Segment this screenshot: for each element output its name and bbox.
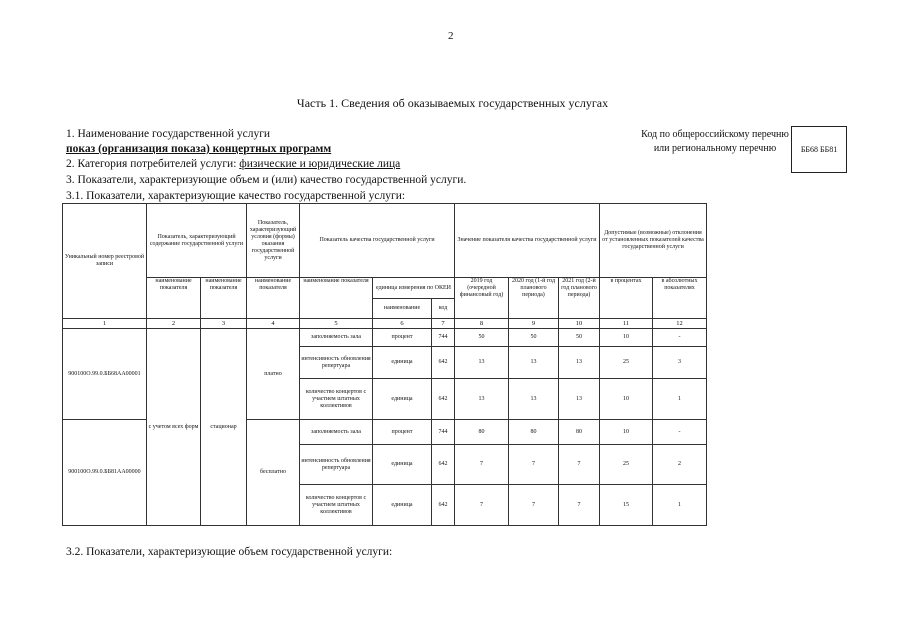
col-number: 6 bbox=[373, 319, 432, 329]
value-2021: 80 bbox=[559, 420, 600, 445]
value-2020: 50 bbox=[509, 329, 559, 347]
col-number: 11 bbox=[600, 319, 653, 329]
indicator-name: интенсивность обновления репертуара bbox=[300, 445, 373, 485]
col-number: 7 bbox=[432, 319, 455, 329]
condition-value: платно bbox=[247, 329, 300, 420]
value-2019: 80 bbox=[455, 420, 509, 445]
unit-code: 744 bbox=[432, 329, 455, 347]
value-2019: 7 bbox=[455, 485, 509, 526]
value-2019: 7 bbox=[455, 445, 509, 485]
consumer-category bbox=[66, 158, 400, 170]
registry-number: 900100О.99.0.ББ68АА00001 bbox=[63, 329, 147, 420]
part-title: Часть 1. Сведения об оказываемых государственных услугах bbox=[296, 96, 609, 110]
col-number: 3 bbox=[201, 319, 247, 329]
page-number: 2 bbox=[448, 30, 454, 42]
indicator-name: заполняемость зала bbox=[300, 329, 373, 347]
col-number: 10 bbox=[559, 319, 600, 329]
indicator-name: заполняемость зала bbox=[300, 420, 373, 445]
unit-name: единица bbox=[373, 445, 432, 485]
registry-number: 900100О.99.0.ББ81АА00000 bbox=[63, 420, 147, 526]
header-year-2021: 2021 год (2-й год планового периода) bbox=[559, 278, 600, 319]
deviation-percent: 10 bbox=[600, 420, 653, 445]
code-box: ББ68 ББ81 bbox=[791, 126, 847, 173]
deviation-absolute: 3 bbox=[653, 347, 707, 379]
value-2021: 50 bbox=[559, 329, 600, 347]
table-row bbox=[63, 329, 707, 347]
header-name-3: наименование показателя bbox=[247, 278, 300, 319]
col-number: 9 bbox=[509, 319, 559, 329]
unit-code: 642 bbox=[432, 347, 455, 379]
unit-code: 642 bbox=[432, 379, 455, 420]
deviation-absolute: 1 bbox=[653, 379, 707, 420]
unit-name: единица bbox=[373, 485, 432, 526]
unit-name: процент bbox=[373, 329, 432, 347]
col-number: 2 bbox=[147, 319, 201, 329]
value-2020: 13 bbox=[509, 379, 559, 420]
indicator-name: интенсивность обновления репертуара bbox=[300, 347, 373, 379]
deviation-percent: 10 bbox=[600, 379, 653, 420]
header-name-1: наименование показателя bbox=[147, 278, 201, 319]
deviation-absolute: - bbox=[653, 420, 707, 445]
header-absolute: в абсолютных показателях bbox=[653, 278, 707, 319]
service-name: показ (организация показа) концертных программ bbox=[66, 143, 332, 155]
header-quality-name: наименование показателя bbox=[300, 278, 373, 319]
col-number: 4 bbox=[247, 319, 300, 329]
deviation-percent: 25 bbox=[600, 445, 653, 485]
unit-name: процент bbox=[373, 420, 432, 445]
indicator-name: количество концертов с участием штатных коллективов bbox=[300, 379, 373, 420]
consumer-category-value: физические и юридические лица bbox=[239, 158, 401, 170]
value-2021: 13 bbox=[559, 347, 600, 379]
quality-table bbox=[62, 203, 707, 526]
deviation-percent: 15 bbox=[600, 485, 653, 526]
value-2021: 7 bbox=[559, 485, 600, 526]
deviation-absolute: - bbox=[653, 329, 707, 347]
indicator-name: количество концертов с участием штатных коллективов bbox=[300, 485, 373, 526]
header-percent: в процентах bbox=[600, 278, 653, 319]
value-2020: 80 bbox=[509, 420, 559, 445]
value-2020: 7 bbox=[509, 485, 559, 526]
deviation-absolute: 1 bbox=[653, 485, 707, 526]
unit-code: 642 bbox=[432, 445, 455, 485]
value-2019: 13 bbox=[455, 379, 509, 420]
value-2021: 7 bbox=[559, 445, 600, 485]
header-content: Показатель, характеризующий содержание государственной услуги bbox=[147, 204, 247, 278]
quality-indicators-heading: 3.1. Показатели, характеризующие качество государственной услуги: bbox=[66, 190, 406, 202]
header-year-2019: 2019 год (очередной финансовый год) bbox=[455, 278, 509, 319]
code-label: Код по общероссийскому перечню или региональному перечню bbox=[641, 129, 789, 154]
col-number: 1 bbox=[63, 319, 147, 329]
header-unique-number: Уникальный номер реестровой записи bbox=[63, 204, 147, 319]
value-2019: 50 bbox=[455, 329, 509, 347]
header-deviation: Допустимые (возможные) отклонения от установленных показателей качества государственной услуги bbox=[600, 204, 707, 278]
header-unit-name: наименование bbox=[373, 299, 432, 319]
value-2019: 13 bbox=[455, 347, 509, 379]
unit-code: 744 bbox=[432, 420, 455, 445]
value-2020: 13 bbox=[509, 347, 559, 379]
header-unit: единица измерения по ОКЕИ bbox=[373, 278, 455, 299]
col-number: 12 bbox=[653, 319, 707, 329]
value-2020: 7 bbox=[509, 445, 559, 485]
service-name-label: 1. Наименование государственной услуги bbox=[66, 128, 271, 140]
deviation-absolute: 2 bbox=[653, 445, 707, 485]
header-conditions: Показатель, характеризующий условия (формы) оказания государственной услуги bbox=[247, 204, 300, 278]
col-number: 8 bbox=[455, 319, 509, 329]
col-number: 5 bbox=[300, 319, 373, 329]
indicators-heading: 3. Показатели, характеризующие объем и (или) качество государственной услуги. bbox=[66, 174, 467, 186]
deviation-percent: 10 bbox=[600, 329, 653, 347]
header-name-2: наименование показателя bbox=[201, 278, 247, 319]
condition-value: бесплатно bbox=[247, 420, 300, 526]
header-value: Значение показателя качества государственной услуги bbox=[455, 204, 600, 278]
consumer-category-label: 2. Категория потребителей услуги: bbox=[66, 158, 240, 170]
header-unit-code: код bbox=[432, 299, 455, 319]
content2-value: стационар bbox=[201, 329, 247, 526]
value-2021: 13 bbox=[559, 379, 600, 420]
content-value: с учетом всех форм bbox=[147, 329, 201, 526]
header-quality: Показатель качества государственной услуги bbox=[300, 204, 455, 278]
deviation-percent: 25 bbox=[600, 347, 653, 379]
volume-indicators-heading: 3.2. Показатели, характеризующие объем государственной услуги: bbox=[66, 546, 393, 558]
unit-code: 642 bbox=[432, 485, 455, 526]
unit-name: единица bbox=[373, 379, 432, 420]
header-year-2020: 2020 год (1-й год планового периода) bbox=[509, 278, 559, 319]
unit-name: единица bbox=[373, 347, 432, 379]
